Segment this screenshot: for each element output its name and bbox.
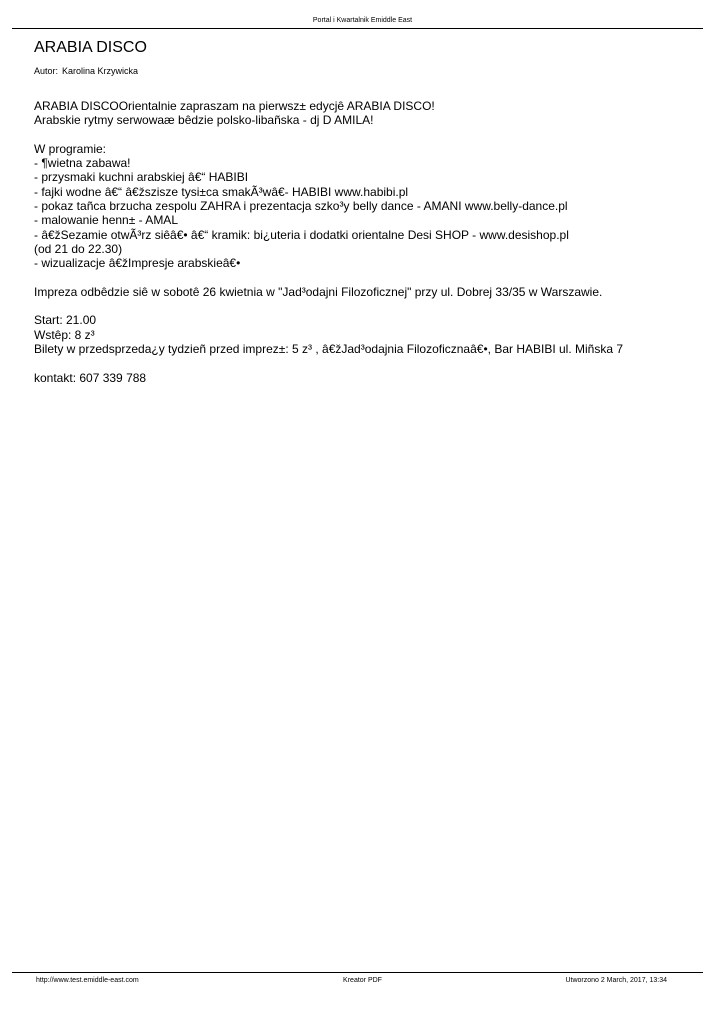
body-line: (od 21 do 22.30) [34, 241, 123, 256]
footer-created-date: Utworzono 2 March, 2017, 13:34 [565, 977, 667, 984]
body-line: - fajki wodne â€“ â€žszisze tysi±ca smakÃ³wâ€- HABIBI www.habibi.pl [34, 184, 409, 199]
body-line: - ¶wietna zabawa! [34, 156, 131, 171]
author-name: Karolina Krzywicka [62, 66, 139, 76]
blank-line [34, 128, 694, 142]
blank-line [34, 271, 694, 285]
footer-generator: Kreator PDF [343, 977, 382, 984]
body-line: - pokaz tañca brzucha zespolu ZAHRA i prezentacja szko³y belly dance - AMANI www.belly-dance.pl [34, 199, 568, 214]
blank-line [34, 299, 694, 313]
footer-divider [12, 972, 703, 973]
body-line: Start: 21.00 [34, 313, 97, 328]
footer-url: http://www.test.emiddle-east.com [36, 977, 139, 984]
article-body [34, 99, 694, 385]
body-line: Impreza odbêdzie siê w sobotê 26 kwietnia w "Jad³odajni Filozoficznej" przy ul. Dobrej 33/35 w Warszawie. [34, 284, 603, 299]
header-divider [12, 28, 703, 29]
page-header-title: Portal i Kwartalnik Emiddle East [312, 17, 413, 24]
body-line: - â€žSezamie otwÃ³rz siêâ€• â€“ kramik: bi¿uteria i dodatki orientalne Desi SHOP - www.desishop.pl [34, 227, 569, 242]
body-line: kontakt: 607 339 788 [34, 370, 147, 385]
document-title: ARABIA DISCO [34, 39, 147, 56]
body-line: - malowanie henn± - AMAL [34, 213, 178, 228]
body-line: Wstêp: 8 z³ [34, 327, 95, 342]
author-label: Autor: [34, 66, 59, 76]
body-line: Bilety w przedsprzeda¿y tydzieñ przed imprez±: 5 z³ , â€žJad³odajnia Filozoficznaâ€•, Bar HABIBI ul. Miñska 7 [34, 342, 624, 357]
body-line: - przysmaki kuchni arabskiej â€“ HABIBI [34, 170, 249, 185]
body-line: W programie: [34, 141, 107, 156]
body-line: ARABIA DISCOOrientalnie zapraszam na pierwsz± edycjê ARABIA DISCO! [34, 99, 435, 113]
blank-line [34, 356, 694, 370]
author-line [34, 66, 138, 77]
body-line: Arabskie rytmy serwowaæ bêdzie polsko-libañska - dj D AMILA! [34, 113, 374, 128]
body-line: - wizualizacje â€žImpresje arabskieâ€• [34, 256, 241, 271]
